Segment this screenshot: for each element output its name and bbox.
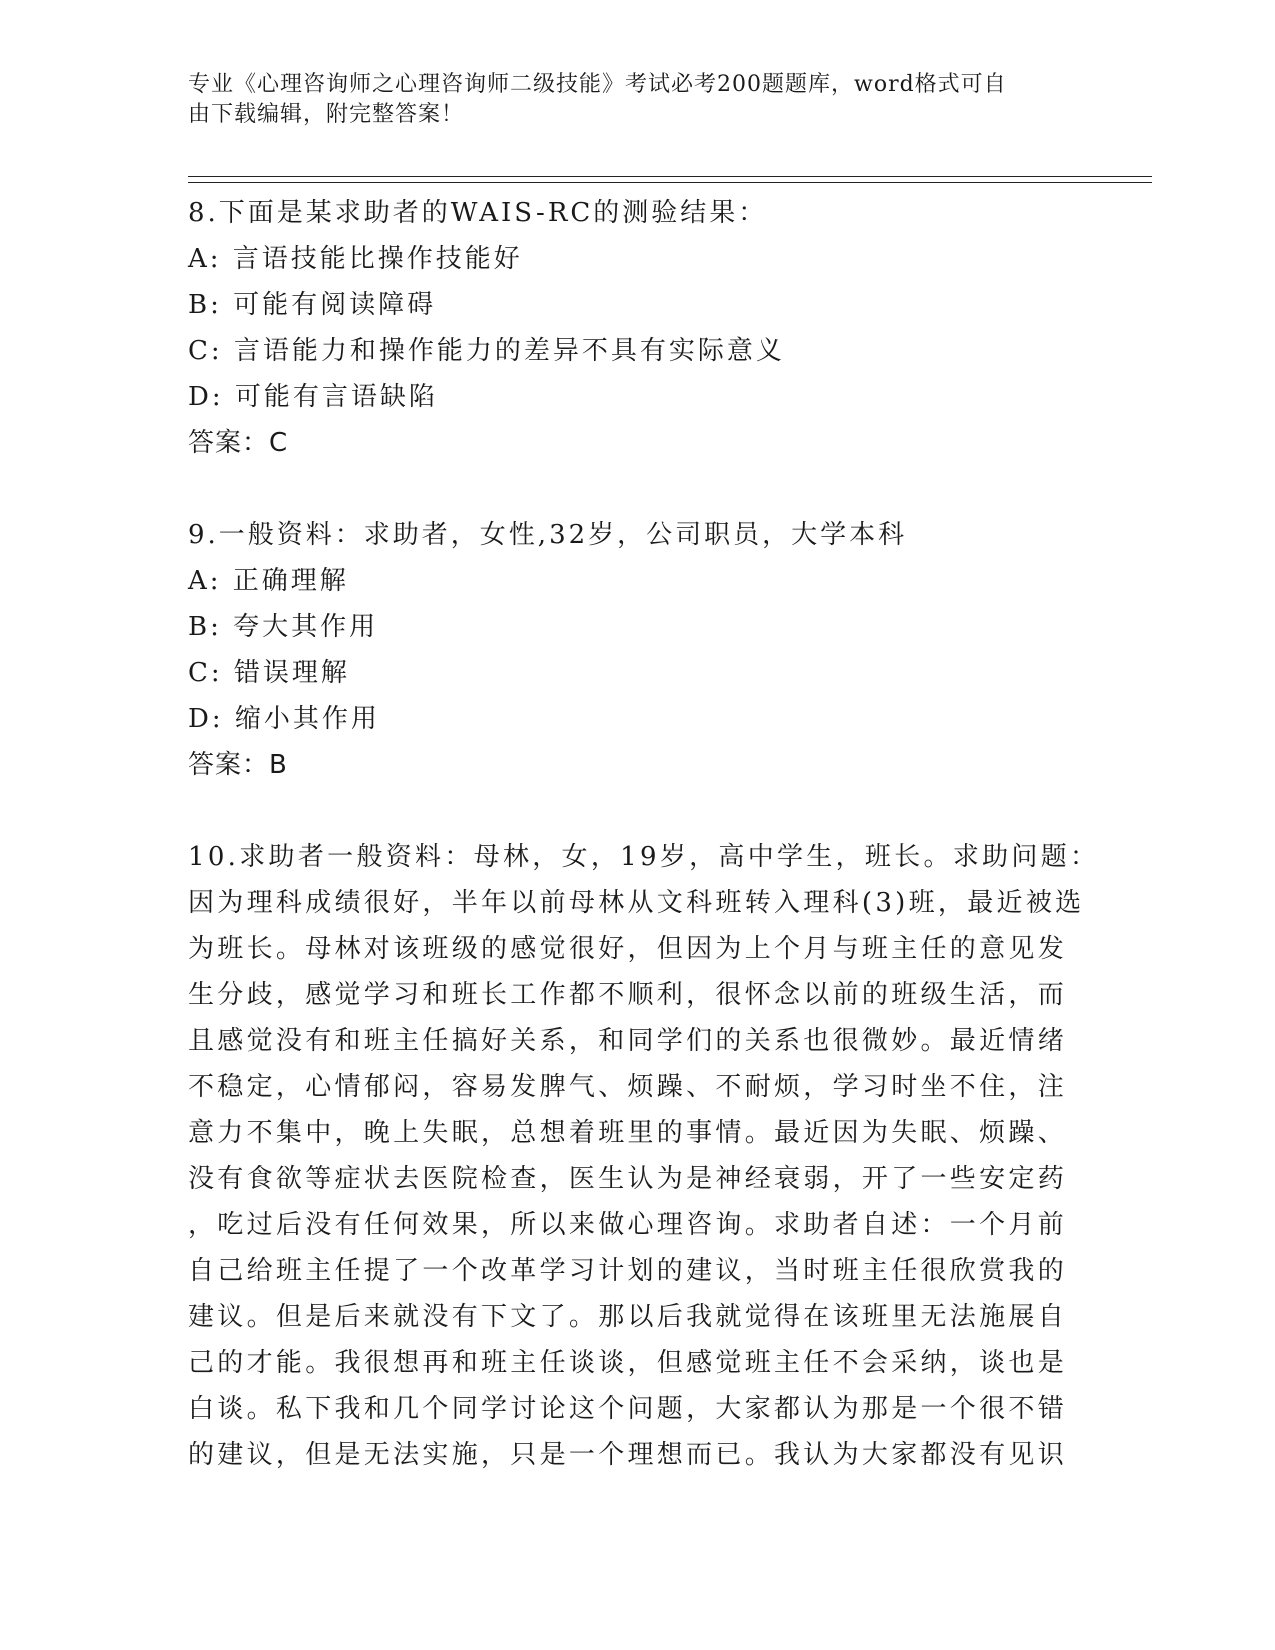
answer-label: 答案：C: [188, 428, 289, 458]
option-d: D: 缩小其作用: [188, 704, 380, 734]
header-line-2: 由下载编辑，附完整答案！: [188, 102, 465, 127]
paragraph-line: 自己给班主任提了一个改革学习计划的建议，当时班主任很欣赏我的: [188, 1256, 1068, 1286]
answer-label: 答案：B: [188, 750, 288, 780]
paragraph-line: ，吃过后没有任何效果，所以来做心理咨询。求助者自述：一个月前: [188, 1210, 1068, 1240]
option-a: A: 正确理解: [188, 566, 349, 596]
paragraph-line: 己的才能。我很想再和班主任谈谈，但感觉班主任不会采纳，谈也是: [188, 1348, 1068, 1378]
paragraph-line: 为班长。母林对该班级的感觉很好，但因为上个月与班主任的意见发: [188, 934, 1068, 964]
header-rule-top: [188, 176, 1152, 177]
paragraph-line: 没有食欲等症状去医院检查，医生认为是神经衰弱，开了一些安定药: [188, 1164, 1068, 1194]
document-body: [188, 190, 1100, 1478]
question-9: [188, 512, 1068, 788]
paragraph-line: 不稳定，心情郁闷，容易发脾气、烦躁、不耐烦，学习时坐不住，注: [188, 1072, 1068, 1102]
option-b: B: 可能有阅读障碍: [188, 290, 437, 320]
paragraph-line: 生分歧，感觉学习和班长工作都不顺利，很怀念以前的班级生活，而: [188, 980, 1068, 1010]
option-a: A: 言语技能比操作技能好: [188, 244, 523, 274]
option-c: C: 错误理解: [188, 658, 350, 688]
paragraph-line: 因为理科成绩很好，半年以前母林从文科班转入理科(3)班，最近被选: [188, 888, 1085, 918]
spacer: [188, 788, 1068, 834]
question-8: [188, 190, 1068, 466]
page-header: [188, 70, 1068, 130]
option-b: B: 夸大其作用: [188, 612, 379, 642]
paragraph-line: 白谈。私下我和几个同学讨论这个问题，大家都认为那是一个很不错: [188, 1394, 1068, 1424]
question-stem: 8.下面是某求助者的WAIS-RC的测验结果：: [188, 198, 768, 228]
paragraph-line: 且感觉没有和班主任搞好关系，和同学们的关系也很微妙。最近情绪: [188, 1026, 1068, 1056]
header-line-1: 专业《心理咨询师之心理咨询师二级技能》考试必考200题题库，word格式可自: [188, 72, 1007, 97]
question-10: [188, 834, 1100, 1478]
option-c: C: 言语能力和操作能力的差异不具有实际意义: [188, 336, 785, 366]
header-rule-bottom: [188, 182, 1152, 183]
spacer: [188, 466, 1068, 512]
paragraph-line: 意力不集中，晚上失眠，总想着班里的事情。最近因为失眠、烦躁、: [188, 1118, 1068, 1148]
question-stem: 9.一般资料：求助者，女性,32岁，公司职员，大学本科: [188, 520, 908, 550]
option-d: D: 可能有言语缺陷: [188, 382, 438, 412]
paragraph-line: 10.求助者一般资料：母林，女，19岁，高中学生，班长。求助问题：: [188, 842, 1100, 872]
paragraph-line: 建议。但是后来就没有下文了。那以后我就觉得在该班里无法施展自: [188, 1302, 1068, 1332]
paragraph-line: 的建议，但是无法实施，只是一个理想而已。我认为大家都没有见识: [188, 1440, 1068, 1470]
